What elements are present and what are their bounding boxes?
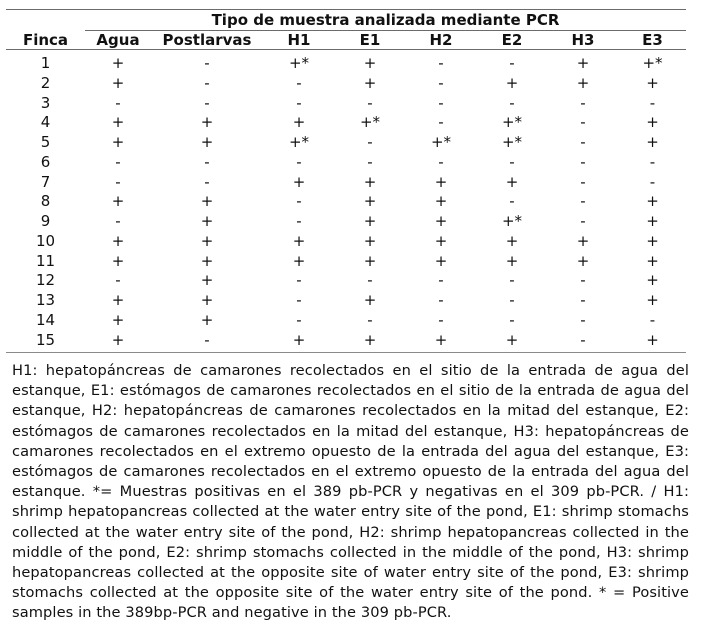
cell-e1: - — [367, 93, 373, 112]
cell-finca: 15 — [35, 330, 56, 349]
cell-e3: + — [646, 212, 659, 230]
cell-h1: - — [296, 152, 302, 171]
cell-postlarvas: + — [200, 310, 214, 329]
cell-h1: +* — [288, 133, 310, 151]
cell-postlarvas: - — [204, 172, 210, 191]
cell-agua: + — [111, 113, 125, 132]
cell-h1: + — [292, 251, 306, 270]
column-header-h1: H1 — [287, 31, 311, 49]
cell-e3: + — [646, 251, 659, 270]
cell-postlarvas: + — [200, 291, 214, 309]
cell-agua: + — [111, 251, 125, 270]
cell-h3: - — [580, 330, 586, 349]
cell-h2: + — [434, 231, 448, 250]
cell-e3: - — [649, 310, 656, 329]
cell-e1: - — [367, 133, 373, 151]
cell-h3: + — [576, 73, 590, 92]
column-header-agua: Agua — [96, 31, 140, 49]
cell-h1: + — [292, 172, 306, 191]
cell-h2: + — [434, 330, 448, 349]
cell-h1: - — [296, 310, 302, 329]
cell-e3: + — [646, 73, 659, 92]
cell-postlarvas: + — [200, 251, 214, 270]
cell-h1: + — [292, 113, 306, 132]
cell-h1: - — [296, 212, 302, 230]
cell-finca: 11 — [35, 251, 56, 270]
cell-e3: +* — [642, 54, 663, 72]
table-row — [6, 331, 686, 351]
table-top-rule — [6, 9, 686, 10]
cell-h3: - — [580, 133, 586, 151]
cell-agua: + — [111, 73, 125, 92]
cell-e2: - — [509, 271, 515, 290]
cell-agua: + — [111, 133, 125, 151]
cell-e1: - — [367, 310, 373, 329]
cell-h1: - — [296, 73, 302, 92]
cell-e3: + — [646, 231, 659, 250]
table-row — [6, 74, 686, 94]
cell-h1: - — [296, 192, 302, 211]
cell-postlarvas: + — [200, 192, 214, 211]
header-bottom-rule — [6, 49, 686, 50]
cell-postlarvas: + — [200, 133, 214, 151]
cell-h2: - — [438, 113, 444, 132]
cell-h1: - — [296, 93, 302, 112]
cell-e3: + — [646, 192, 659, 211]
cell-finca: 13 — [35, 291, 56, 309]
cell-h3: - — [580, 310, 586, 329]
cell-postlarvas: - — [204, 73, 210, 92]
cell-finca: 9 — [40, 212, 51, 230]
cell-e3: + — [646, 330, 659, 349]
cell-e3: - — [649, 172, 656, 191]
cell-finca: 1 — [40, 54, 51, 72]
cell-agua: + — [111, 231, 125, 250]
cell-agua: + — [111, 310, 125, 329]
cell-e1: + — [363, 172, 377, 191]
cell-h1: + — [292, 330, 306, 349]
cell-h1: - — [296, 291, 302, 309]
column-header-finca: Finca — [22, 31, 69, 49]
cell-agua: - — [115, 93, 121, 112]
cell-finca: 2 — [40, 73, 51, 92]
table-row — [6, 173, 686, 193]
cell-h3: - — [580, 212, 586, 230]
cell-h2: + — [434, 192, 448, 211]
cell-h3: - — [580, 172, 586, 191]
table-row — [6, 291, 686, 311]
cell-postlarvas: + — [200, 231, 214, 250]
cell-agua: - — [115, 212, 121, 230]
cell-h1: + — [292, 231, 306, 250]
table-group-title: Tipo de muestra analizada mediante PCR — [211, 11, 560, 29]
cell-e2: +* — [501, 212, 523, 230]
cell-postlarvas: - — [204, 93, 210, 112]
cell-postlarvas: + — [200, 212, 214, 230]
table-footnote: H1: hepatopáncreas de camarones recolectados en el sitio de la entrada de agua del estanque, E1: estómagos de camarones recolectados en el sitio de la entrada de agua del estanque, H2: hepatopáncreas de camarones recolectados en la mitad del estanque, E2: estómagos de camarones recolectados en la mitad del estanque, H3: hepatopáncreas de camarones recolectados en el extremo opuesto de la entrada del agua del estanque, E3: estómagos de camarones recolectados en el extremo opuesto de la entrada del agua del estanque. *= Muestras positivas en el 389 pb-PCR y negativas en el 309 pb-PCR. / H1: shrimp hepatopancreas collected at the water entry site of the pond, E1: shrimp stomachs collected at the water entry site of the pond, H2: shrimp hepatopancreas collected in the middle of the pond, E2: shrimp stomachs collected in the middle of the pond, H3: shrimp hepatopancreas collected at the opposite site of water entry site of the pond, E3: shrimp stomachs collected at the opposite site of the water entry site of the pond. * = Positive samples in the 389bp-PCR and negative in the 309 pb-PCR. — [12, 362, 689, 622]
cell-finca: 7 — [40, 172, 51, 191]
cell-postlarvas: + — [200, 271, 214, 290]
table-row — [6, 232, 686, 252]
table-row — [6, 271, 686, 291]
cell-h3: - — [580, 192, 586, 211]
column-header-e2: E2 — [501, 31, 523, 49]
cell-h2: - — [438, 310, 444, 329]
cell-e1: + — [363, 212, 377, 230]
cell-e1: - — [367, 152, 373, 171]
cell-e3: + — [646, 133, 659, 151]
table-row — [6, 113, 686, 133]
cell-h2: - — [438, 73, 444, 92]
cell-postlarvas: + — [200, 113, 214, 132]
cell-finca: 8 — [40, 192, 51, 211]
cell-e2: - — [509, 54, 515, 72]
cell-e1: +* — [359, 113, 381, 132]
cell-agua: + — [111, 330, 125, 349]
cell-e2: + — [505, 172, 519, 191]
table-row — [6, 212, 686, 232]
column-header-e1: E1 — [359, 31, 381, 49]
cell-postlarvas: - — [204, 330, 210, 349]
cell-finca: 4 — [40, 113, 51, 132]
cell-h2: - — [438, 54, 444, 72]
cell-h2: - — [438, 271, 444, 290]
cell-h3: + — [576, 251, 590, 270]
cell-h2: + — [434, 251, 448, 270]
cell-e1: + — [363, 231, 377, 250]
cell-h3: - — [580, 93, 586, 112]
cell-e3: + — [646, 113, 659, 132]
cell-e3: - — [649, 93, 656, 112]
cell-e3: - — [649, 152, 656, 171]
cell-h1: +* — [288, 54, 310, 72]
cell-e1: + — [363, 291, 377, 309]
cell-agua: - — [115, 152, 121, 171]
cell-e2: - — [509, 192, 515, 211]
cell-e1: + — [363, 54, 377, 72]
cell-h3: - — [580, 152, 586, 171]
cell-h2: +* — [430, 133, 452, 151]
table-row — [6, 133, 686, 153]
cell-agua: - — [115, 271, 121, 290]
cell-e2: + — [505, 330, 519, 349]
cell-e1: - — [367, 271, 373, 290]
cell-h3: - — [580, 271, 586, 290]
cell-finca: 10 — [35, 231, 56, 250]
cell-h2: - — [438, 152, 444, 171]
column-header-e3: E3 — [642, 31, 663, 49]
cell-e2: - — [509, 152, 515, 171]
column-header-h3: H3 — [571, 31, 595, 49]
cell-agua: + — [111, 192, 125, 211]
cell-h2: + — [434, 172, 448, 191]
table-row — [6, 311, 686, 331]
cell-h3: + — [576, 54, 590, 72]
cell-finca: 5 — [40, 133, 51, 151]
cell-e2: - — [509, 310, 515, 329]
cell-e3: + — [646, 271, 659, 290]
column-header-postlarvas: Postlarvas — [162, 31, 252, 49]
cell-h3: + — [576, 231, 590, 250]
cell-h2: - — [438, 291, 444, 309]
cell-agua: + — [111, 54, 125, 72]
cell-e1: + — [363, 251, 377, 270]
cell-postlarvas: - — [204, 54, 210, 72]
cell-finca: 3 — [40, 93, 51, 112]
table-bottom-rule — [6, 352, 686, 353]
table-row — [6, 94, 686, 114]
cell-h2: + — [434, 212, 448, 230]
table-row — [6, 153, 686, 173]
cell-finca: 14 — [35, 310, 56, 329]
cell-h3: - — [580, 291, 586, 309]
cell-e2: + — [505, 73, 519, 92]
cell-e1: + — [363, 192, 377, 211]
cell-h2: - — [438, 93, 444, 112]
column-header-h2: H2 — [429, 31, 453, 49]
table-row — [6, 54, 686, 74]
cell-finca: 12 — [35, 271, 56, 290]
cell-e1: + — [363, 73, 377, 92]
cell-e2: - — [509, 93, 515, 112]
cell-e2: + — [505, 251, 519, 270]
cell-e3: + — [646, 291, 659, 309]
table-row — [6, 192, 686, 212]
cell-agua: + — [111, 291, 125, 309]
cell-finca: 6 — [40, 152, 51, 171]
cell-agua: - — [115, 172, 121, 191]
cell-h1: - — [296, 271, 302, 290]
cell-h3: - — [580, 113, 586, 132]
cell-postlarvas: - — [204, 152, 210, 171]
cell-e1: + — [363, 330, 377, 349]
cell-e2: + — [505, 231, 519, 250]
cell-e2: +* — [501, 113, 523, 132]
cell-e2: +* — [501, 133, 523, 151]
cell-e2: - — [509, 291, 515, 309]
table-row — [6, 252, 686, 272]
